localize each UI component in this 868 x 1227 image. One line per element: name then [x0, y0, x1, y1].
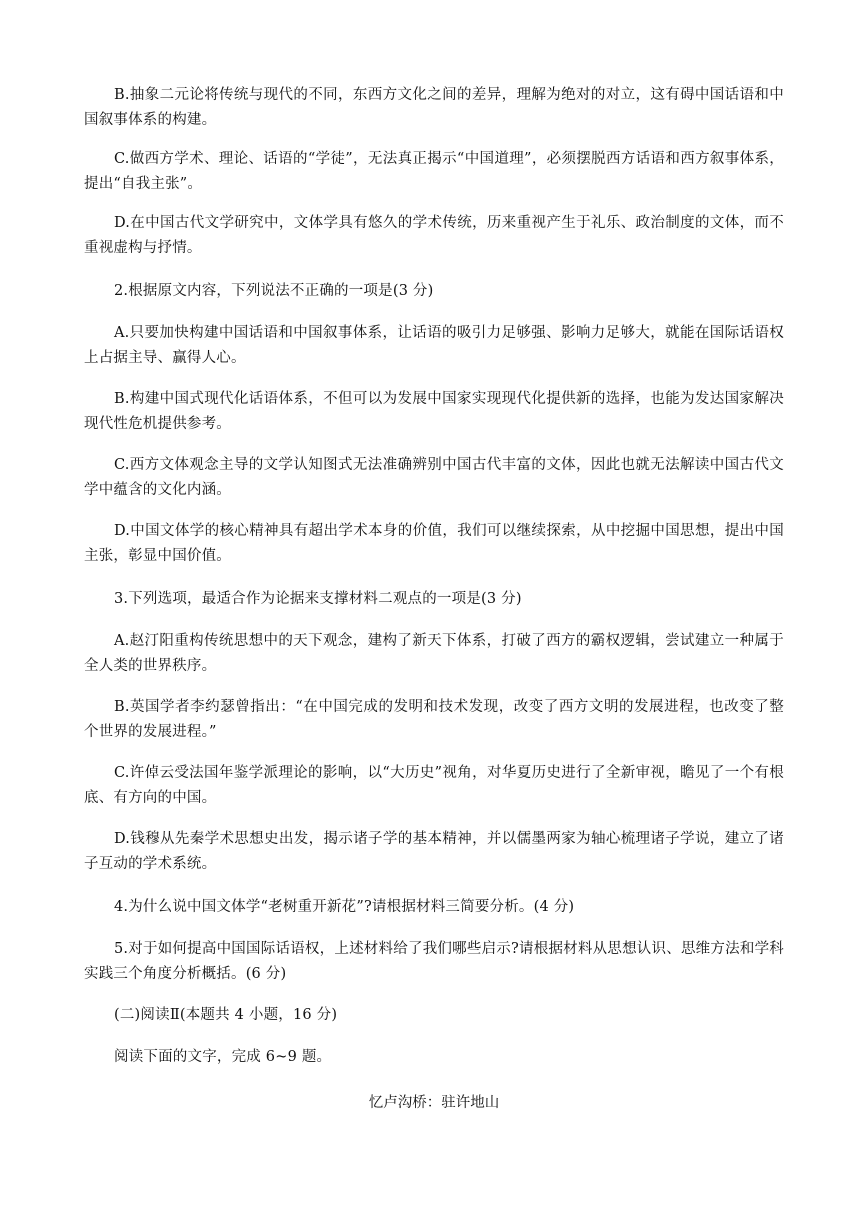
section2-instruction: 阅读下面的文字，完成 6~9 题。: [114, 1049, 332, 1065]
q3-option-a: A.赵汀阳重构传统思想中的天下观念，建构了新天下体系，打破了西方的霸权逻辑，尝试建立一种属于全人类的世界秩序。: [84, 633, 784, 674]
q2-stem: 2.根据原文内容，下列说法不正确的一项是(3 分): [114, 283, 434, 299]
q2-option-c: C.西方文体观念主导的文学认知图式无法准确辨别中国古代丰富的文体，因此也就无法解读中国古代文学中蕴含的文化内涵。: [84, 457, 784, 498]
q4-stem: 4.为什么说中国文体学“老树重开新花”?请根据材料三简要分析。(4 分): [114, 899, 575, 915]
q3-option-d: D.钱穆从先秦学术思想史出发，揭示诸子学的基本精神，并以儒墨两家为轴心梳理诸子学说，建立了诸子互动的学术系统。: [84, 831, 784, 872]
q1-option-d: D.在中国古代文学研究中，文体学具有悠久的学术传统，历来重视产生于礼乐、政治制度的文体，而不重视虚构与抒情。: [84, 215, 784, 256]
q1-option-c: C.做西方学术、理论、话语的“学徒”，无法真正揭示“中国道理”，必须摆脱西方话语和西方叙事体系，提出“自我主张”。: [84, 151, 784, 192]
q3-stem: 3.下列选项，最适合作为论据来支撑材料二观点的一项是(3 分): [114, 591, 522, 607]
q3-option-c: C.许倬云受法国年鉴学派理论的影响，以“大历史”视角，对华夏历史进行了全新审视，瞻见了一个有根底、有方向的中国。: [84, 765, 784, 806]
q5-stem: 5.对于如何提高中国国际话语权，上述材料给了我们哪些启示?请根据材料从思想认识、思维方法和学科实践三个角度分析概括。(6 分): [84, 941, 784, 982]
q2-option-b: B.构建中国式现代化话语体系，不但可以为发展中国家实现现代化提供新的选择，也能为发达国家解决现代性危机提供参考。: [84, 391, 784, 432]
q3-option-b: B.英国学者李约瑟曾指出：“在中国完成的发明和技术发现，改变了西方文明的发展进程，也改变了整个世界的发展进程。”: [84, 699, 784, 740]
passage-title: 忆卢沟桥：驻许地山: [368, 1095, 500, 1111]
q1-option-b: B.抽象二元论将传统与现代的不同，东西方文化之间的差异，理解为绝对的对立，这有碍中国话语和中国叙事体系的构建。: [84, 87, 784, 128]
q2-option-d: D.中国文体学的核心精神具有超出学术本身的价值，我们可以继续探索，从中挖掘中国思想，提出中国主张，彰显中国价值。: [84, 523, 784, 564]
section2-heading: (二)阅读Ⅱ(本题共 4 小题，16 分): [114, 1007, 338, 1023]
q2-option-a: A.只要加快构建中国话语和中国叙事体系，让话语的吸引力足够强、影响力足够大，就能在国际话语权上占据主导、赢得人心。: [84, 325, 784, 366]
